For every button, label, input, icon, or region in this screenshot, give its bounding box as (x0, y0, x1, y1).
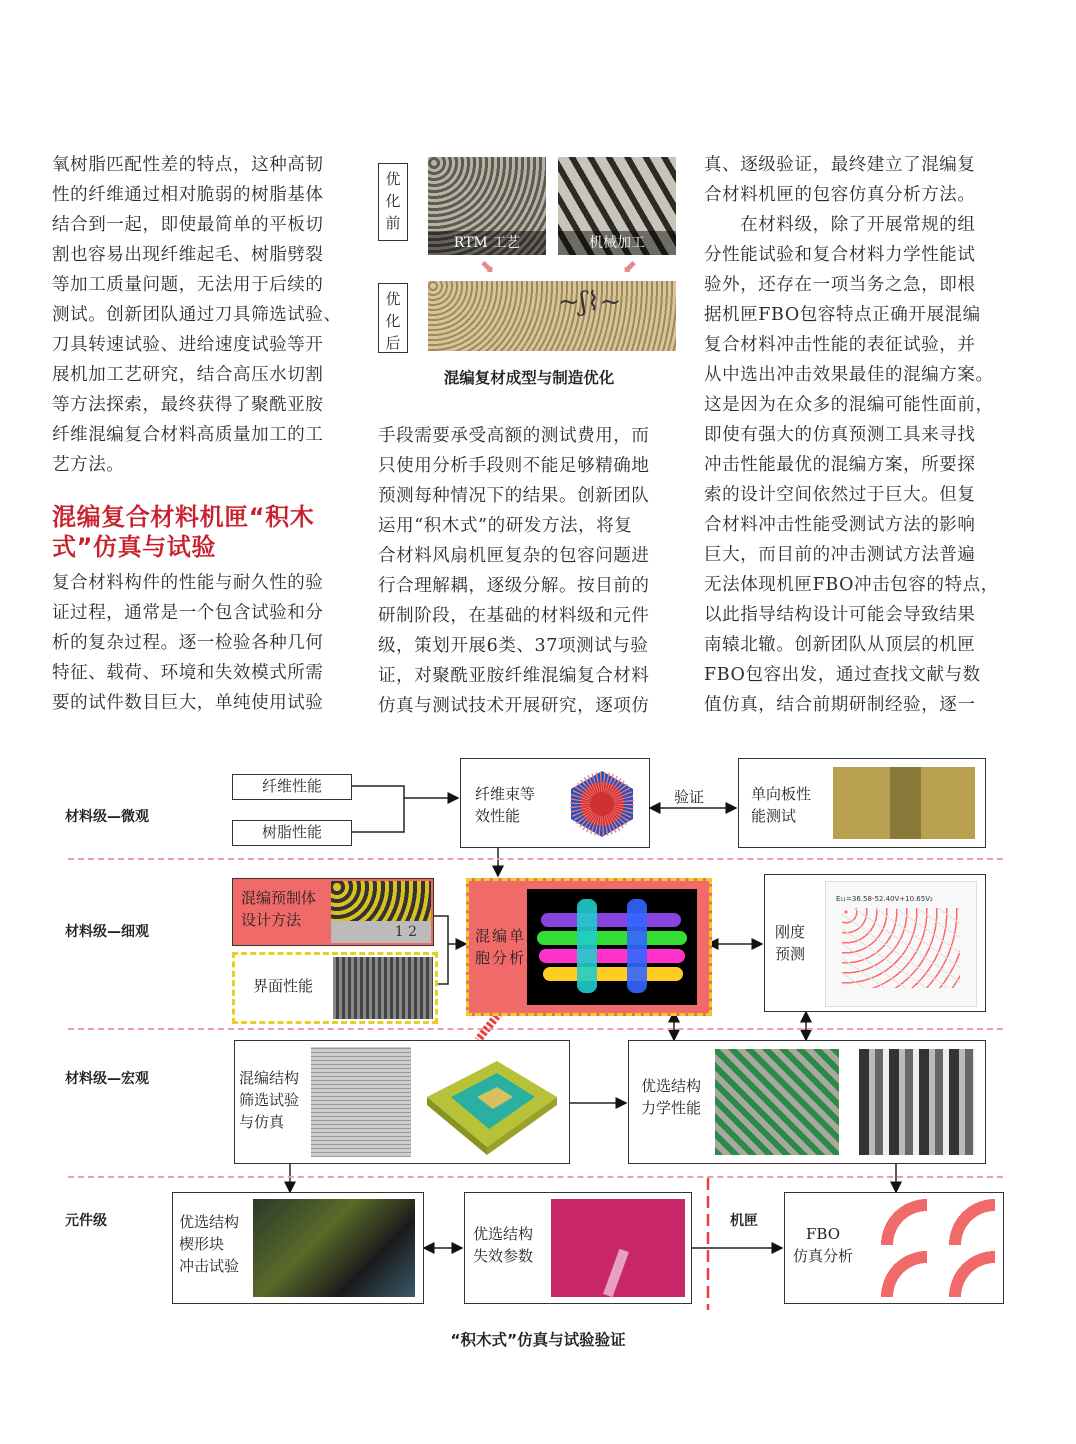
signature-scribble: ~ʃ⌇~ (558, 287, 622, 317)
down-right-arrow-icon: ⬊ (480, 257, 496, 278)
wedge-impact-label: 优选结构 楔形块 冲击试验 (179, 1213, 240, 1275)
fiber-bundle-box (460, 758, 650, 848)
unit-cell-render (527, 889, 697, 1005)
unidirectional-board-label: 单向板性 能测试 (751, 785, 812, 825)
tier-divider (68, 858, 1003, 860)
column-1 (52, 150, 354, 718)
fiber-performance-box: 纤维性能 (232, 774, 352, 800)
unit-cell-box (466, 878, 712, 1016)
screening-label: 混编结构 筛选试验 与仿真 (239, 1069, 300, 1131)
mechanical-props-box (628, 1040, 986, 1164)
col1-paragraph-2: 复合材料构件的性能与耐久性的验 证过程，通常是一个包含试验和分 析的复杂过程。逐一检验各种几何 特征、载荷、环境和失效模式所需 要的试件数目巨大，单纯使用试验 (52, 573, 324, 713)
fbo-analysis-label: FBO 仿真分析 (793, 1225, 854, 1265)
tier-label-micro: 材料级—微观 (65, 809, 149, 825)
failure-sim-image (551, 1199, 685, 1297)
after-label: 优 化 后 (378, 283, 408, 353)
col1-paragraph-1: 氧树脂匹配性差的特点，这种高韧 性的纤维通过相对脆弱的树脂基体 结合到一起，即使最简单的平板切 割也容易出现纤维起毛、树脂劈裂 等加工质量问题，无法用于后续的 测试。创新团队通过刀具筛选试验、 刀具转速试验、进给速度试验等开 展机加工艺研究，结合高压水切割 等方法探索，最终获得了聚酰亚胺 纤维混编复合材料高质量加工的工 艺方法。 (52, 155, 342, 475)
stiffness-plot (825, 881, 977, 1007)
column-3 (704, 150, 1006, 720)
tier-label-macro: 材料级—宏观 (65, 1071, 149, 1087)
rtm-photo (428, 157, 546, 255)
fiber-bundle-label: 纤维束等 效性能 (475, 785, 536, 825)
optimized-photo (428, 281, 676, 351)
stiffness-label: 刚度 预测 (775, 923, 806, 963)
machining-label: 机械加工 (558, 231, 676, 255)
unidirectional-board-box (738, 758, 986, 848)
before-label: 优 化 前 (378, 163, 408, 241)
tier-label-meso: 材料级—细观 (65, 924, 149, 940)
preform-design-box (232, 878, 434, 946)
verify-label: 验证 (674, 788, 705, 806)
interface-performance-box (232, 952, 438, 1024)
screening-model (417, 1051, 563, 1157)
column-2 (378, 421, 680, 721)
diagram-caption: “积木式”仿真与试验验证 (450, 1331, 626, 1349)
col3-paragraph-2: 在材料级，除了开展常规的组 分性能试验和复合材料力学性能试 验外，还存在一项当务之急，即根 据机匣FBO包容特点正确开展混编 复合材料冲击性能的表征试验，并 从中选出冲击效果最佳的混编方案。 这是因为在众多的混编可能性面前， 即使有强大的仿真预测工具来寻找 冲击性能最优的混编方案，所要探 索的设计空间依然过于巨大。但复 合材料冲击性能受测试方法的影响 巨大，而目前的冲击测试方法普遍 无法体现机匣FBO冲击包容的特点， 以此指导结构设计可能会导致结果 南辕北辙。创新团队从顶层的机匣 FBO包容出发，通过查找文献与数 值仿真，结合前期研制经验，逐一 (704, 215, 999, 715)
fbo-analysis-box (784, 1192, 1004, 1304)
fbo-sim-grid (863, 1199, 997, 1297)
impact-test-photo (253, 1199, 415, 1297)
manufacturing-figure (378, 155, 680, 355)
plot-grid (842, 908, 960, 988)
interface-photo (333, 957, 433, 1019)
interface-performance-label: 界面性能 (253, 977, 314, 995)
preform-design-label: 混编预制体 设计方法 (241, 889, 317, 929)
mechanical-props-label: 优选结构 力学性能 (641, 1077, 702, 1117)
screening-box (234, 1040, 570, 1164)
failure-params-label: 优选结构 失效参数 (473, 1225, 534, 1265)
tier-divider (68, 1176, 1003, 1178)
specimen-photo-1 (715, 1049, 839, 1155)
col2-paragraph: 手段需要承受高额的测试费用，而 只使用分析手段则不能足够精确地 预测每种情况下的结果。创新团队 运用“积木式”的研发方法，将复 合材料风扇机匣复杂的包容问题进 行合理解耦，逐级分解。按目前的 研制阶段，在基础的材料级和元件 级，策划开展6类、37项测试与验 证，对聚酰亚胺纤维混编复合材料 仿真与测试技术开展研究，逐项仿 (378, 426, 650, 716)
down-left-arrow-icon: ⬋ (622, 257, 638, 278)
ruler-scale: 1 2 (331, 921, 431, 943)
stiffness-box (764, 874, 986, 1012)
rtm-label: RTM 工艺 (428, 231, 546, 255)
tier-label-component: 元件级 (65, 1213, 107, 1229)
machining-photo (558, 157, 676, 255)
fiber-bundle-hexagon (567, 769, 637, 839)
wedge-impact-box (172, 1192, 424, 1304)
unit-cell-label: 混编单 胞分析 (475, 927, 527, 967)
plot-equation: E₁₁=36.58-52.40V+10.65V₂ (836, 895, 933, 903)
specimen-photo (833, 767, 975, 839)
section-heading: 混编复合材料机匣“积木 式”仿真与试验 (52, 503, 315, 561)
failure-params-box (464, 1192, 692, 1304)
tier-divider (68, 1028, 1003, 1030)
building-block-diagram (0, 748, 1076, 1318)
casing-label: 机匣 (730, 1213, 758, 1229)
screening-photo (311, 1047, 411, 1157)
resin-performance-box: 树脂性能 (232, 820, 352, 846)
col3-paragraph-1: 真、逐级验证，最终建立了混编复 合材料机匣的包容仿真分析方法。 (704, 155, 976, 205)
figure1-caption: 混编复材成型与制造优化 (443, 369, 615, 387)
specimen-photo-2 (859, 1049, 975, 1155)
preform-photo (331, 881, 431, 943)
